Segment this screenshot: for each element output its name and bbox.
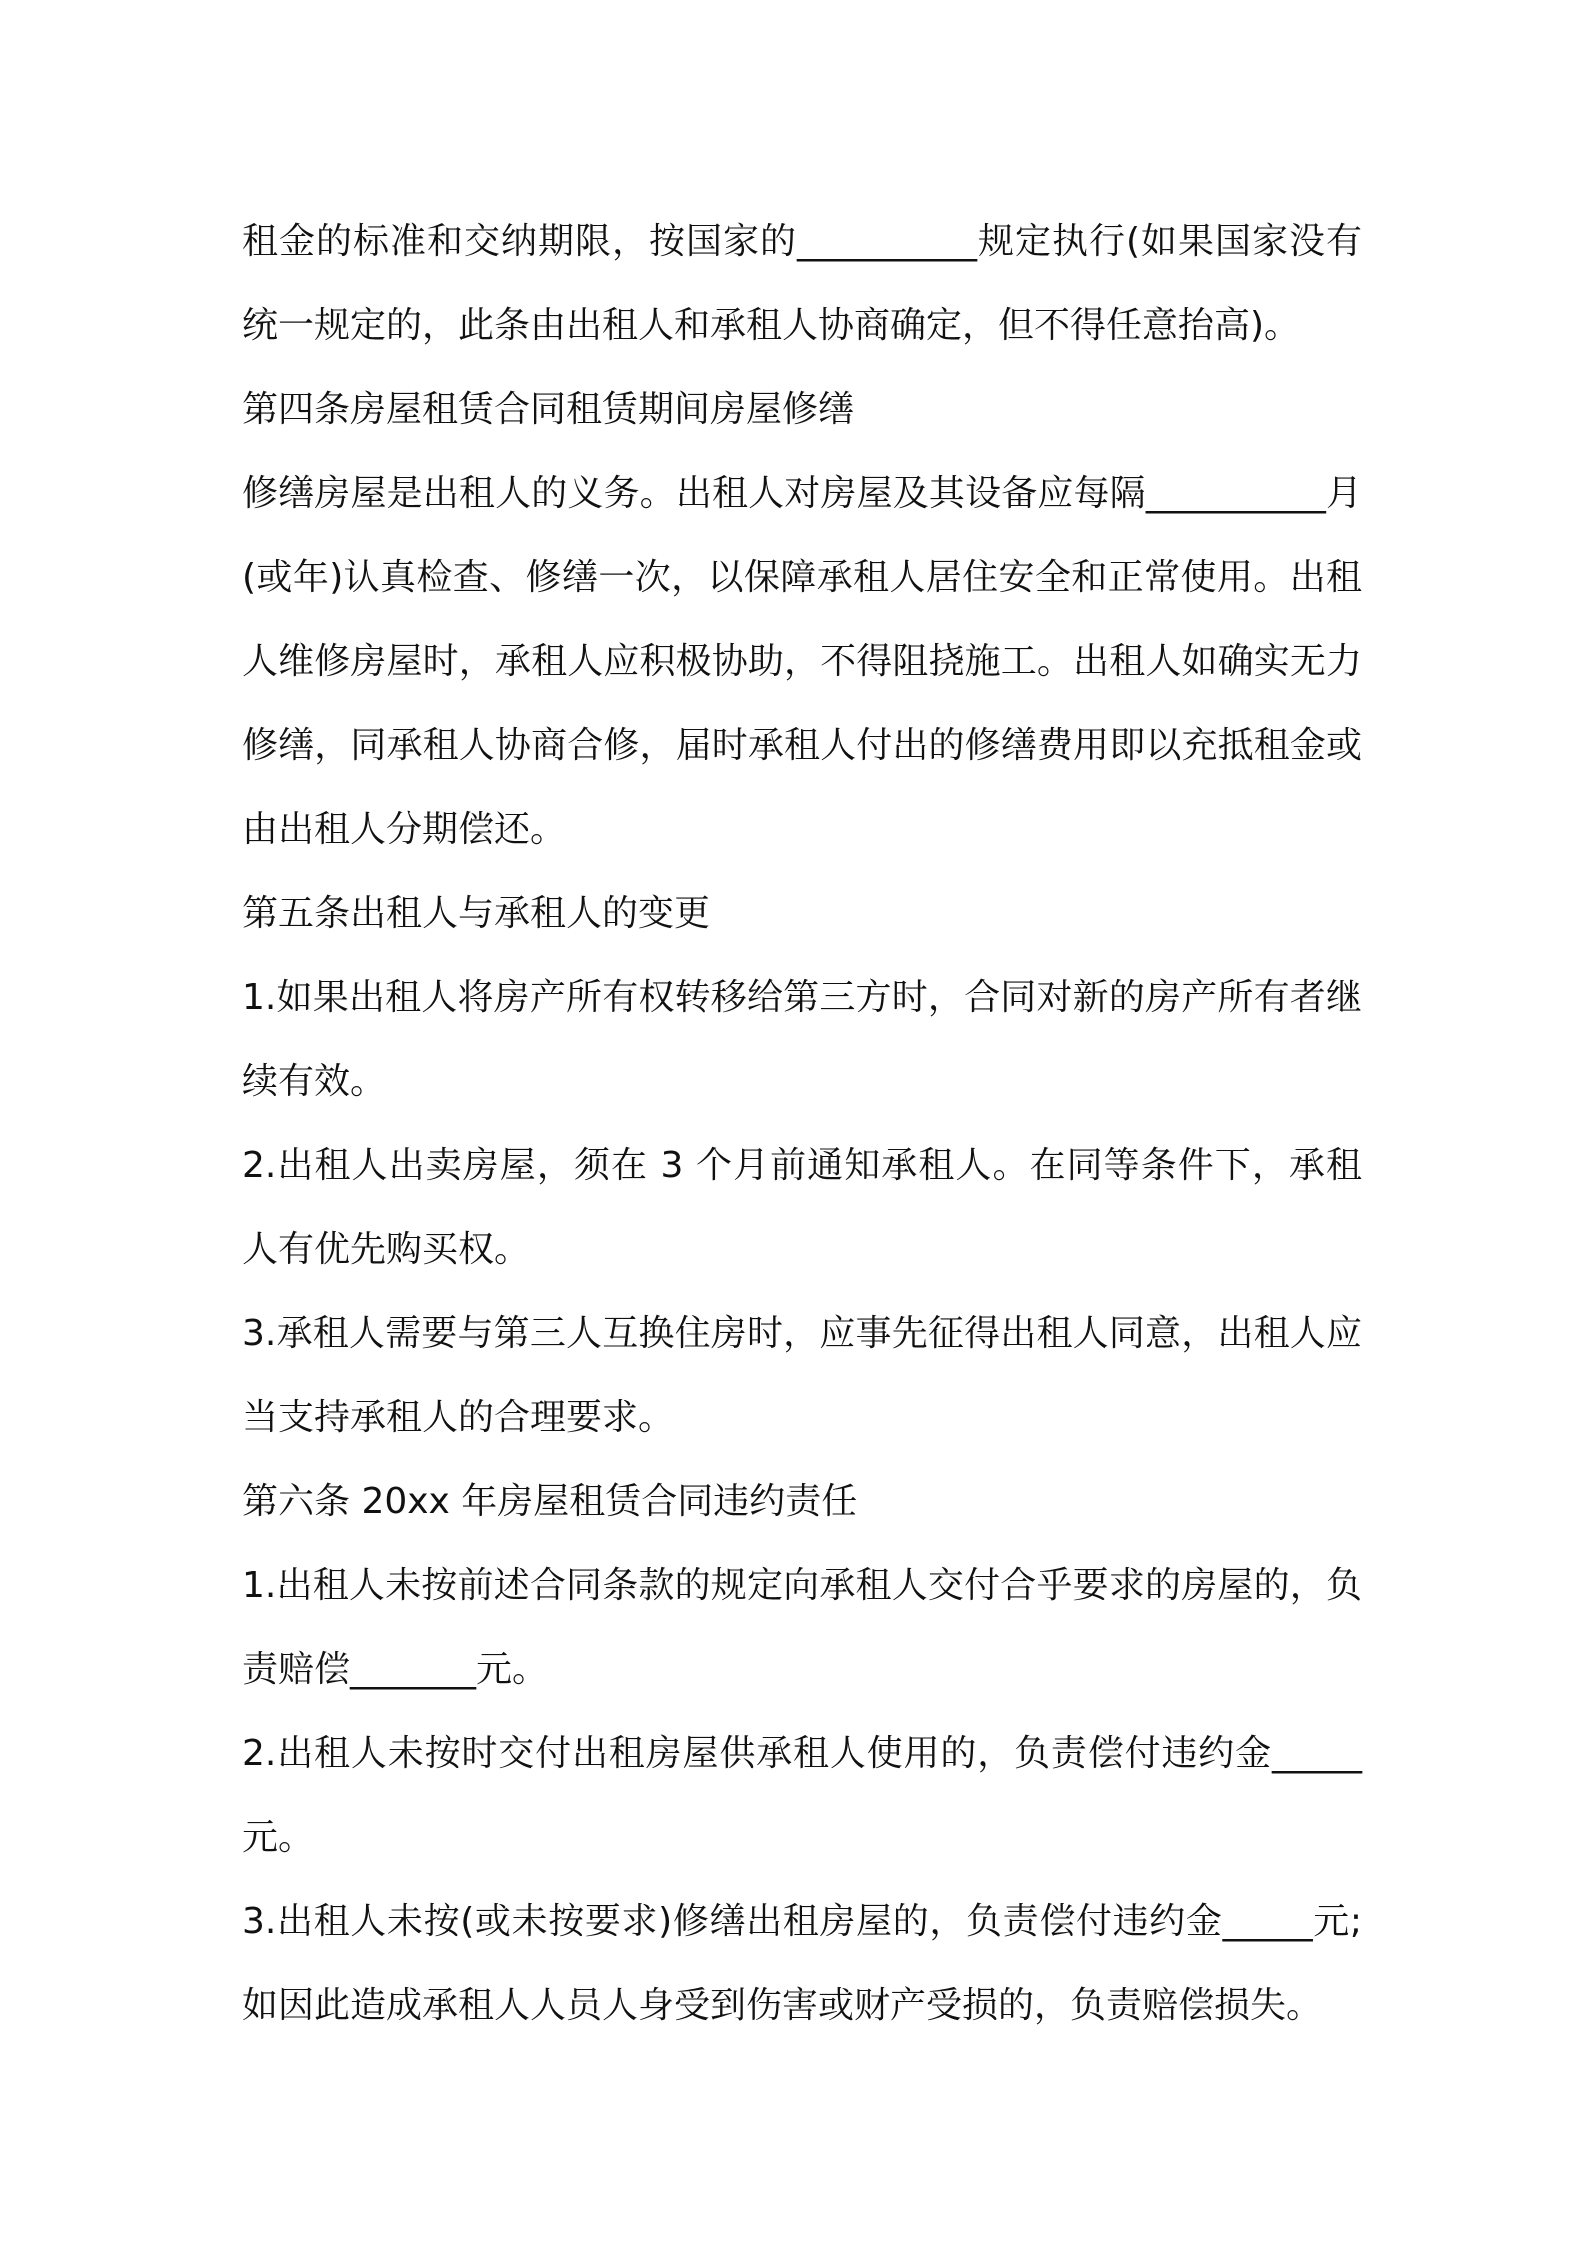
- heading-article-4: 第四条房屋租赁合同租赁期间房屋修缮: [242, 389, 855, 430]
- heading-article-5: 第五条出租人与承租人的变更: [242, 893, 711, 934]
- paragraph-housing-exchange: 3.承租人需要与第三人互换住房时，应事先征得出租人同意，出租人应当支持承租人的合理要求。: [242, 1313, 1362, 1438]
- paragraph-liability-3: 3.出租人未按(或未按要求)修缮出租房屋的，负责偿付违约金_____元;如因此造成承租人人员人身受到伤害或财产受损的，负责赔偿损失。: [242, 1901, 1362, 2026]
- heading-article-6: 第六条 20xx 年房屋租赁合同违约责任: [242, 1481, 858, 1522]
- paragraph-liability-1: 1.出租人未按前述合同条款的规定向承租人交付合乎要求的房屋的，负责赔偿_______元。: [242, 1565, 1362, 1690]
- paragraph-sale-notice: 2.出租人出卖房屋，须在 3 个月前通知承租人。在同等条件下，承租人有优先购买权。: [242, 1145, 1362, 1270]
- paragraph-repair-duty: 修缮房屋是出租人的义务。出租人对房屋及其设备应每隔__________月(或年)认真检查、修缮一次，以保障承租人居住安全和正常使用。出租人维修房屋时，承租人应积极协助，不得阻挠施工。出租人如确实无力修缮，同承租人协商合修，届时承租人付出的修缮费用即以充抵租金或由出租人分期偿还。: [242, 473, 1362, 850]
- paragraph-rent-standard: 租金的标准和交纳期限，按国家的__________规定执行(如果国家没有统一规定的，此条由出租人和承租人协商确定，但不得任意抬高)。: [242, 221, 1362, 346]
- paragraph-liability-2: 2.出租人未按时交付出租房屋供承租人使用的，负责偿付违约金_____元。: [242, 1733, 1362, 1858]
- document-body: [242, 200, 1362, 2048]
- paragraph-ownership-transfer: 1.如果出租人将房产所有权转移给第三方时，合同对新的房产所有者继续有效。: [242, 977, 1362, 1102]
